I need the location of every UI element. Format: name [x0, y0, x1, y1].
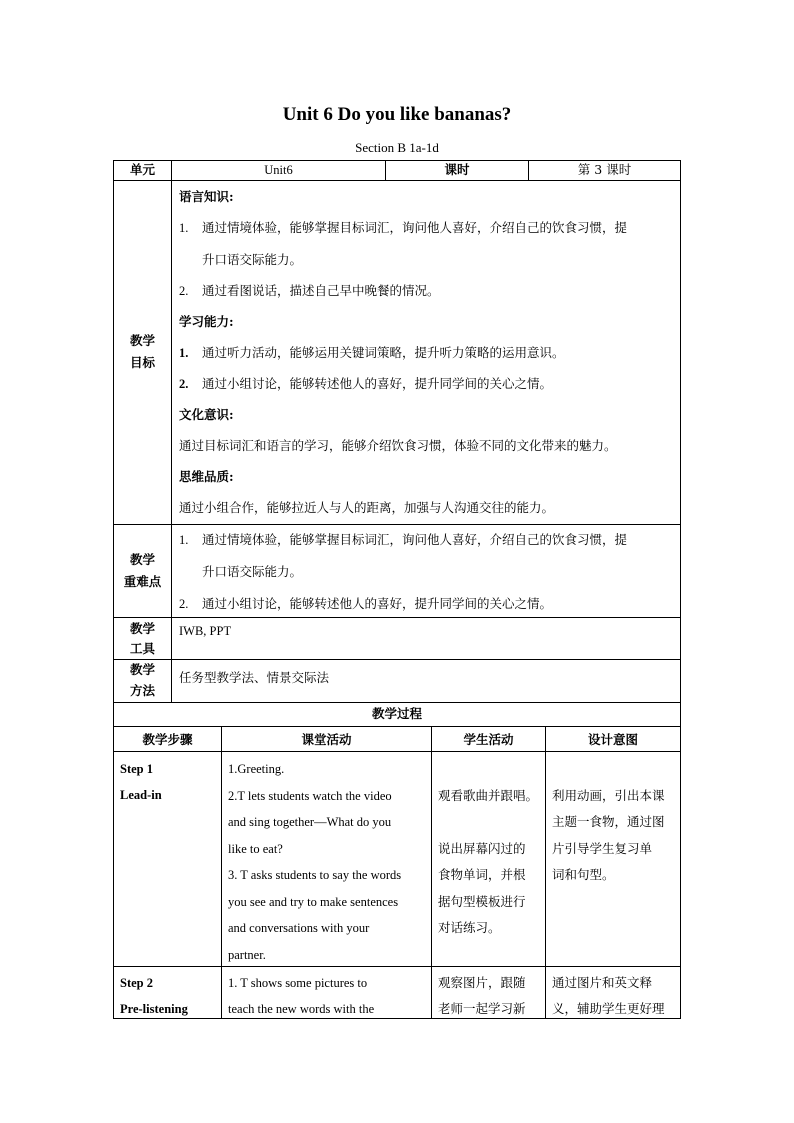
tools-value: IWB, PPT — [179, 624, 232, 638]
step1-activity-line: and sing together—What do you — [228, 815, 392, 829]
methods-label-line2: 方法 — [129, 683, 155, 698]
thinking-heading: 思维品质: — [179, 469, 234, 484]
col-step-header: 教学步骤 — [142, 732, 193, 747]
objectives-label-line1: 教学 — [129, 333, 155, 348]
ability-heading: 学习能力: — [179, 314, 234, 329]
keypoints-label-line2: 重难点 — [123, 574, 162, 589]
step2-design-line: 义，辅助学生更好理 — [552, 1001, 665, 1016]
step2-activity-line: 1. T shows some pictures to — [228, 976, 368, 990]
ability-item1-num: 1. — [179, 346, 189, 360]
step1-activity-line: you see and try to make sentences — [228, 895, 399, 909]
lang-item1-line1: 通过情境体验，能够掌握目标词汇，询问他人喜好，介绍自己的饮食习惯，提 — [202, 220, 628, 235]
period-label: 课时 — [444, 162, 470, 177]
ability-item1: 通过听力活动，能够运用关键词策略，提升听力策略的运用意识。 — [202, 345, 565, 360]
cell-objectives-label — [113, 180, 172, 525]
step1-activity-line: and conversations with your — [228, 921, 370, 935]
step2-design-line: 通过图片和英文释 — [552, 975, 653, 990]
step2-subtitle: Pre-listening — [120, 1002, 188, 1016]
step1-design-line: 词和句型。 — [552, 867, 615, 882]
step2-student-line: 观察图片，跟随 — [438, 975, 526, 990]
tools-label-line1: 教学 — [129, 621, 155, 636]
col-student-header: 学生活动 — [463, 732, 514, 747]
step2-activity-line: teach the new words with the — [228, 1002, 375, 1016]
step1-activity-line: like to eat? — [228, 842, 283, 856]
unit-value: Unit6 — [264, 163, 293, 177]
step1-activity-line: 1.Greeting. — [228, 762, 285, 776]
tools-label-line2: 工具 — [129, 641, 155, 656]
thinking-text: 通过小组合作，能够拉近人与人的距离，加强与人沟通交往的能力。 — [179, 500, 555, 515]
step1-design-line: 利用动画，引出本课 — [552, 788, 665, 803]
step1-student-line: 说出屏幕闪过的 — [438, 841, 526, 856]
lang-item2-num: 2. — [179, 284, 189, 298]
step1-design-line: 主题一食物，通过图 — [552, 814, 665, 829]
keypoints-item2-num: 2. — [179, 597, 189, 611]
col-design-header: 设计意图 — [587, 732, 638, 747]
lang-item1-line2: 升口语交际能力。 — [202, 252, 303, 267]
cell-step1-design — [545, 751, 681, 967]
cell-step1-step — [113, 751, 222, 967]
document-title: Unit 6 Do you like bananas? — [282, 104, 512, 125]
document-subtitle: Section B 1a-1d — [355, 140, 439, 155]
step1-student-line: 据句型模板进行 — [438, 894, 526, 909]
unit-label: 单元 — [129, 162, 155, 177]
keypoints-item1-num: 1. — [179, 533, 189, 547]
lang-item1-num: 1. — [179, 221, 189, 235]
step1-student-line: 观看歌曲并跟唱。 — [438, 788, 539, 803]
keypoints-label-line1: 教学 — [129, 552, 155, 567]
keypoints-item1-line2: 升口语交际能力。 — [202, 564, 303, 579]
ability-item2: 通过小组讨论，能够转述他人的喜好，提升同学间的关心之情。 — [202, 376, 553, 391]
keypoints-item2: 通过小组讨论，能够转述他人的喜好，提升同学间的关心之情。 — [202, 596, 553, 611]
lang-heading: 语言知识: — [179, 189, 234, 204]
step1-subtitle: Lead-in — [120, 788, 162, 802]
step1-activity-line: 3. T asks students to say the words — [228, 868, 402, 882]
period-value: 第 3 课时 — [577, 162, 632, 177]
keypoints-item1-line1: 通过情境体验，能够掌握目标词汇，询问他人喜好，介绍自己的饮食习惯，提 — [202, 532, 628, 547]
cell-tools-value — [171, 617, 681, 660]
process-heading: 教学过程 — [371, 706, 422, 721]
step1-activity-line: 2.T lets students watch the video — [228, 789, 392, 803]
step2-student-line: 老师一起学习新 — [438, 1001, 526, 1016]
objectives-label-line2: 目标 — [129, 355, 155, 370]
step1-design-line: 片引导学生复习单 — [552, 841, 653, 856]
step2-title: Step 2 — [120, 976, 153, 990]
ability-item2-num: 2. — [179, 377, 189, 391]
step1-student-line: 对话练习。 — [438, 920, 501, 935]
methods-value: 任务型教学法、情景交际法 — [179, 670, 330, 685]
col-activity-header: 课堂活动 — [301, 732, 352, 747]
cell-keypoints-label — [113, 524, 172, 618]
step1-title: Step 1 — [120, 762, 153, 776]
culture-heading: 文化意识: — [179, 407, 234, 422]
lang-item2: 通过看图说话，描述自己早中晚餐的情况。 — [202, 283, 440, 298]
culture-text: 通过目标词汇和语言的学习，能够介绍饮食习惯，体验不同的文化带来的魅力。 — [179, 438, 617, 453]
step1-activity-line: partner. — [228, 948, 266, 962]
step1-student-line: 食物单词，并根 — [438, 867, 526, 882]
methods-label-line1: 教学 — [129, 662, 155, 677]
